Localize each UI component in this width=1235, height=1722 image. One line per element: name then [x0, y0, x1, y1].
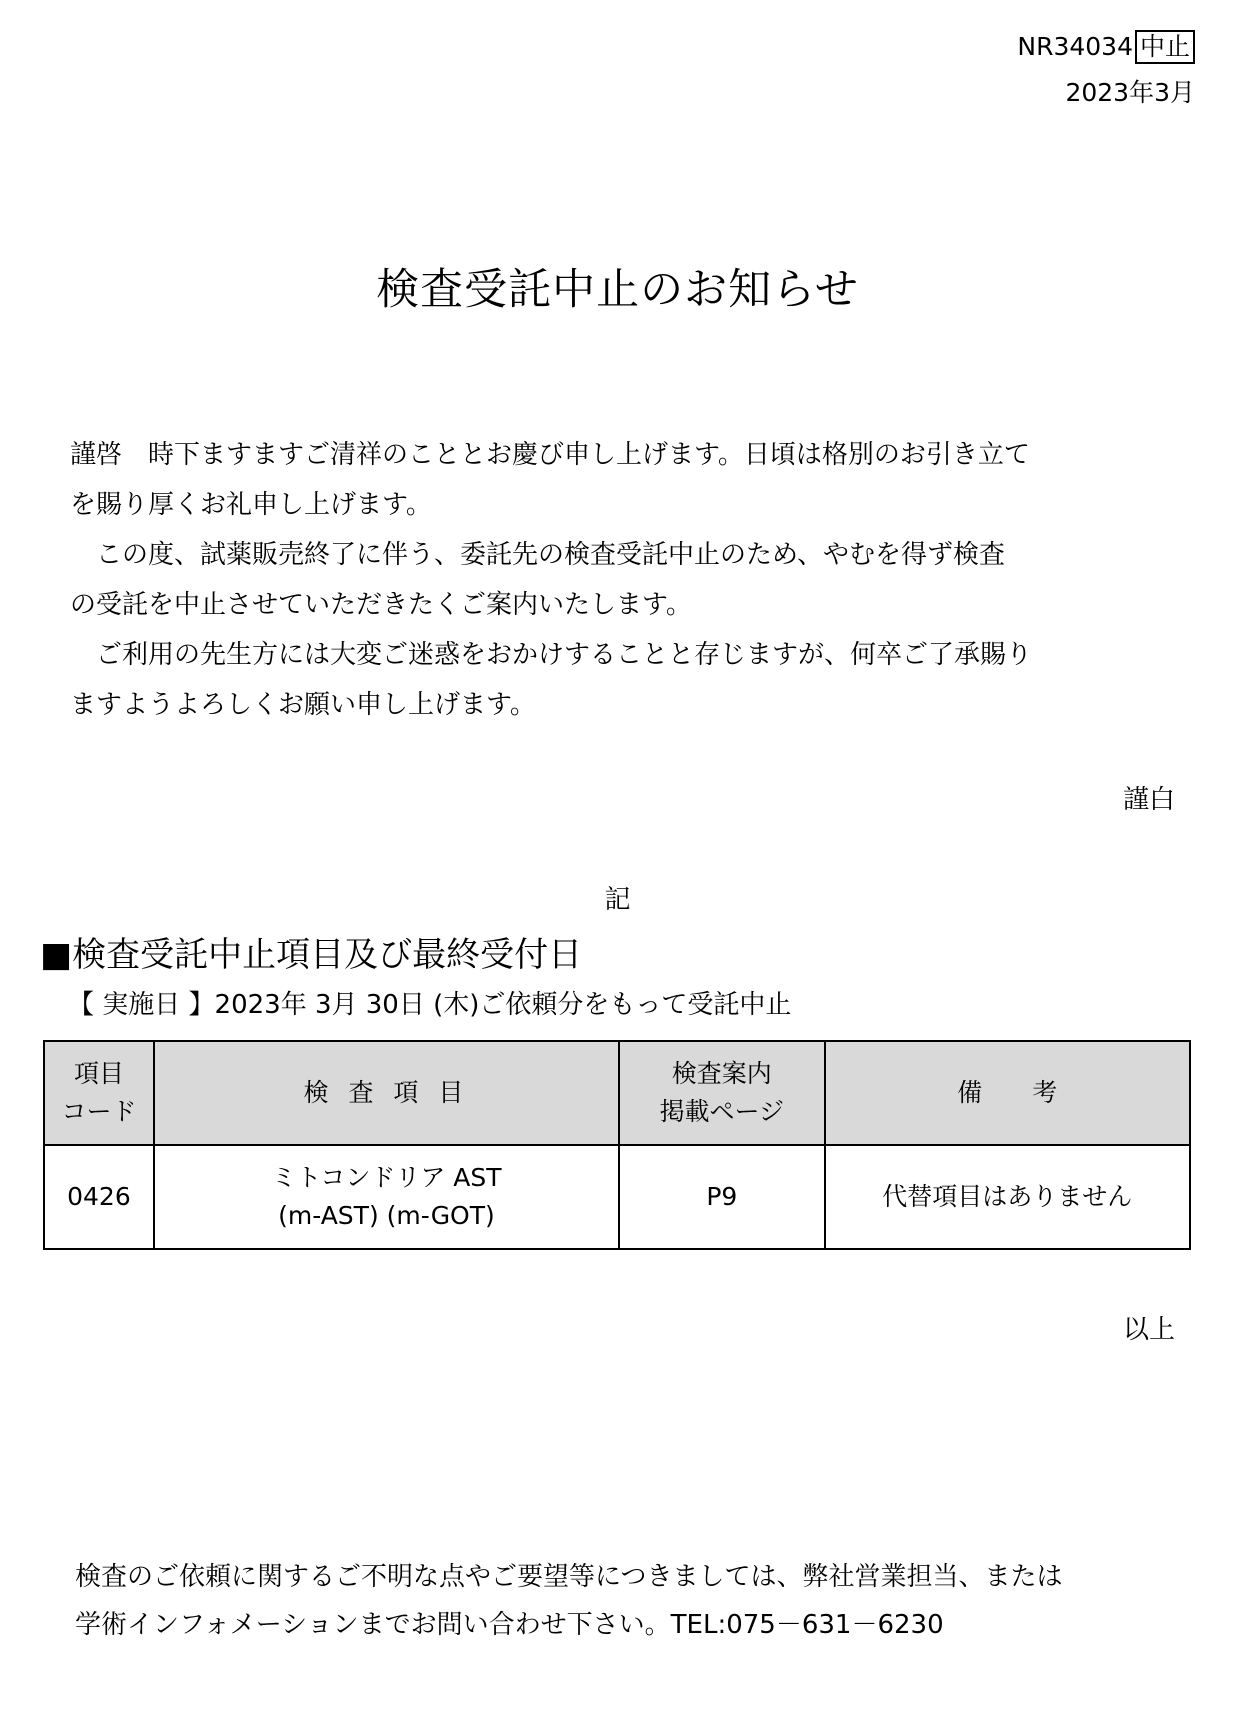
header-page-line1: 検査案内: [671, 1059, 772, 1088]
contact-line: 検査のご依頼に関するご不明な点やご要望等につきましては、弊社営業担当、または: [75, 1562, 1063, 1592]
end-mark: 以上: [1122, 1315, 1175, 1345]
square-bullet-icon: ■: [40, 935, 73, 975]
header-page-line2: 掲載ページ: [659, 1097, 785, 1126]
cell-code: 0426: [44, 1145, 154, 1249]
contact-info: [75, 1553, 1062, 1649]
header-remarks: 備 考: [825, 1041, 1190, 1145]
document-number: [1017, 30, 1195, 64]
implementation-date: 【 実施日 】2023年 3月 30日 (木)ご依頼分をもって受託中止: [68, 990, 792, 1020]
cell-page: P9: [619, 1145, 825, 1249]
header-code-line1: 項目: [73, 1059, 124, 1088]
body-text: [70, 430, 1140, 730]
document-number-text: NR34034: [1017, 32, 1133, 61]
page-title: 検査受託中止のお知らせ: [376, 265, 859, 315]
table-header-row: [44, 1041, 1190, 1145]
discontinued-items-table: [43, 1040, 1191, 1250]
header-code-line2: コード: [61, 1097, 137, 1126]
section-heading: [40, 930, 582, 980]
cell-item-line2: (m-AST) (m-GOT): [278, 1201, 495, 1230]
body-line: ますようよろしくお願い申し上げます。: [70, 690, 536, 720]
body-line: 謹啓 時下ますますご清祥のこととお慶び申し上げます。日頃は格別のお引き立て: [70, 440, 1030, 470]
ki-mark: 記: [604, 885, 631, 915]
issue-date: 2023年3月: [1065, 78, 1195, 107]
body-line: の受託を中止させていただきたくご案内いたします。: [70, 590, 692, 620]
cell-remarks: 代替項目はありません: [825, 1145, 1190, 1249]
cell-item: [154, 1145, 619, 1249]
section-title: 検査受託中止項目及び最終受付日: [72, 935, 583, 975]
header-code: [44, 1041, 154, 1145]
header-item: 検 査 項 目: [154, 1041, 619, 1145]
cell-item-line1: ミトコンドリア AST: [271, 1163, 502, 1192]
body-line: この度、試薬販売終了に伴う、委託先の検査受託中止のため、やむを得ず検査: [70, 540, 1005, 570]
header-page: [619, 1041, 825, 1145]
contact-line: 学術インフォメーションまでお問い合わせ下さい。TEL:075－631－6230: [75, 1610, 944, 1640]
closing-word: 謹白: [1122, 785, 1175, 815]
table-row: [44, 1145, 1190, 1249]
body-line: ご利用の先生方には大変ご迷惑をおかけすることと存じますが、何卒ご了承賜り: [70, 640, 1033, 670]
status-badge: 中止: [1135, 30, 1195, 64]
body-line: を賜り厚くお礼申し上げます。: [70, 490, 432, 520]
